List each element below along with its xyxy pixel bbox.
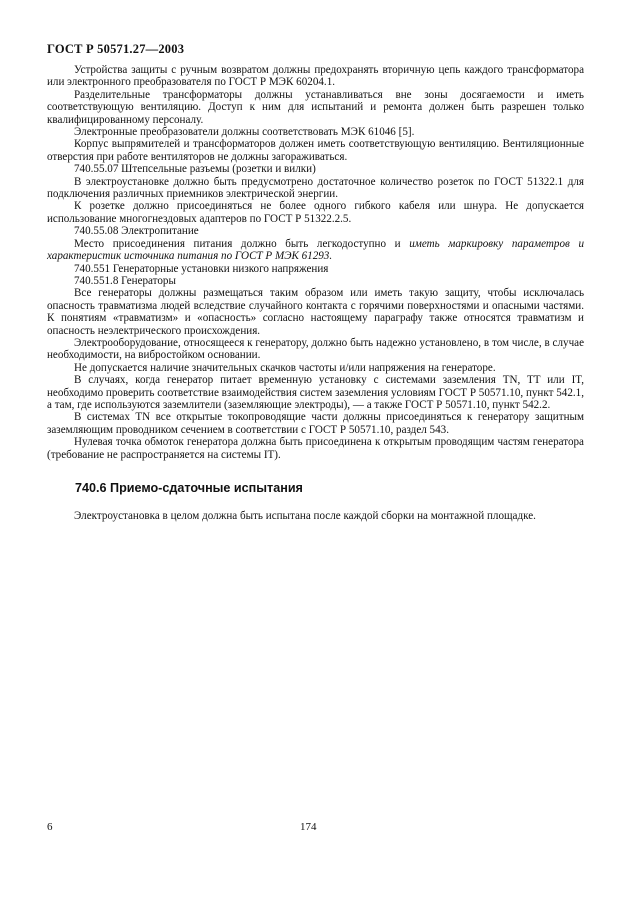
paragraph: Устройства защиты с ручным возвратом должны предохранять вторичную цепь каждого трансформатора или электронного преобразователя по ГОСТ Р МЭК 60204.1. xyxy=(47,64,584,89)
paragraph: В случаях, когда генератор питает временную установку с системами заземления TN, TT или IT, необходимо проверить соответствие взаимодействия систем заземления условиям ГОСТ Р 50571.10, пункт 542.1, а там, где используются заземлители (заземляющие электроды), — а также ГОСТ Р 50571.10, пункт 542.2. xyxy=(47,374,584,411)
clause-heading-740-55-07: 740.55.07 Штепсельные разъемы (розетки и вилки) xyxy=(74,163,316,176)
paragraph: Электрооборудование, относящееся к генератору, должно быть надежно установлено, в том числе, в случае необходимости, на вибростойком основании. xyxy=(47,336,584,362)
paragraph: Корпус выпрямителей и трансформаторов должен иметь соответствующую вентиляцию. Вентиляционные отверстия при работе вентиляторов не должны загораживаться. xyxy=(47,138,584,163)
paragraph: В электроустановке должно быть предусмотрено достаточное количество розеток по ГОСТ 51322.1 для подключения различных приемников электрической энергии. xyxy=(47,175,584,201)
document-body xyxy=(47,64,584,522)
section-title: 740.6 Приемо-сдаточные испытания xyxy=(75,481,303,495)
clause-heading-740-551: 740.551 Генераторные установки низкого напряжения xyxy=(74,262,329,275)
paragraph-italic-part: иметь маркировку параметров и характеристик источника питания по ГОСТ Р МЭК 61293. xyxy=(47,237,584,263)
page-number: 174 xyxy=(300,821,317,833)
paragraph: Не допускается наличие значительных скачков частоты и/или напряжения на генераторе. xyxy=(74,361,496,374)
document-header: ГОСТ Р 50571.27—2003 xyxy=(47,42,185,56)
clause-heading-740-55-08: 740.55.08 Электропитание xyxy=(74,225,199,238)
paragraph: К розетке должно присоединяться не более одного гибкого кабеля или шнура. Не допускается использование многогнездовых адаптеров по ГОСТ Р 51322.2.5. xyxy=(47,200,584,225)
paragraph: В системах TN все открытые токопроводящие части должны присоединяться к генератору защитным заземляющим проводником сечением в соответствии с ГОСТ Р 50571.10, раздел 543. xyxy=(47,411,584,436)
paragraph: Разделительные трансформаторы должны устанавливаться вне зоны досягаемости и иметь соответствующую вентиляцию. Доступ к ним для испытаний и ремонта должен быть разрешен только квалифицированному персоналу. xyxy=(47,88,584,126)
paragraph-mixed xyxy=(47,238,584,263)
clause-heading-740-551-8: 740.551.8 Генераторы xyxy=(74,274,176,287)
paragraph: Нулевая точка обмоток генератора должна быть присоединена к открытым проводящим частям генератора (требование не распространяется на системы IT). xyxy=(47,436,584,461)
paragraph: Электронные преобразователи должны соответствовать МЭК 61046 [5]. xyxy=(74,126,415,139)
paragraph: Все генераторы должны размещаться таким образом или иметь такую защиту, чтобы исключалась опасность травматизма людей вследствие случайного контакта с горячими поверхностями и опасными частями. К понятиям «травматизм» и «опасность» согласно настоящему параграфу также относятся травматизм и опасность неэлектрического происхождения. xyxy=(47,287,584,337)
paragraph-regular-part: Место присоединения питания должно быть легкодоступно и xyxy=(74,237,410,250)
section-paragraph: Электроустановка в целом должна быть испытана после каждой сборки на монтажной площадке. xyxy=(74,510,536,522)
footer-left-number: 6 xyxy=(47,821,53,833)
